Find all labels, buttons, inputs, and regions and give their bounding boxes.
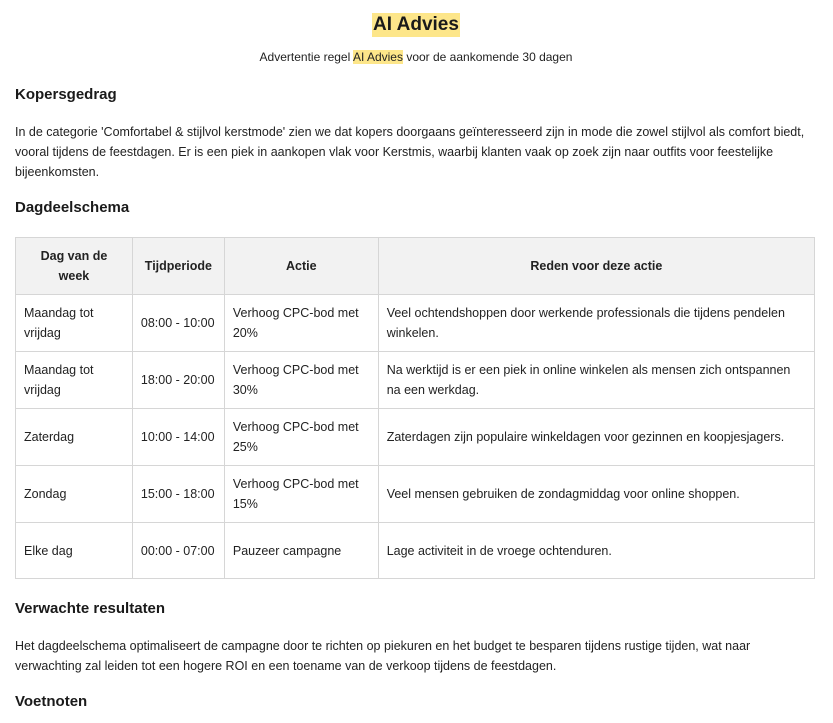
cell-reason: Veel mensen gebruiken de zondagmiddag voor online shoppen.: [378, 466, 814, 523]
paragraph-kopersgedrag: In de categorie 'Comfortabel & stijlvol kerstmode' zien we dat kopers doorgaans geïnteresseerd zijn in mode die zowel stijlvol als comfort biedt, vooral tijdens de feestdagen. Er is een piek in aankopen vlak voor Kerstmis, waarbij klanten vaak op zoek zijn naar outfits voor feestelijke bijeenkomsten.: [15, 125, 805, 179]
cell-day: Zaterdag: [16, 409, 133, 466]
column-header-reason: Reden voor deze actie: [378, 238, 814, 295]
cell-period: 18:00 - 20:00: [132, 352, 224, 409]
cell-reason: Zaterdagen zijn populaire winkeldagen voor gezinnen en koopjesjagers.: [378, 409, 814, 466]
cell-period: 15:00 - 18:00: [132, 466, 224, 523]
schedule-table: [15, 237, 815, 579]
heading-dagdeelschema: Dagdeelschema: [15, 199, 130, 216]
table-row: [16, 466, 815, 523]
heading-resultaten: Verwachte resultaten: [15, 600, 166, 617]
heading-voetnoten: Voetnoten: [15, 693, 88, 710]
cell-action: Pauzeer campagne: [224, 523, 378, 579]
cell-action: Verhoog CPC-bod met 15%: [224, 466, 378, 523]
column-header-period: Tijdperiode: [132, 238, 224, 295]
cell-reason: Na werktijd is er een piek in online winkelen als mensen zich ontspannen na een werkdag.: [378, 352, 814, 409]
table-row: [16, 295, 815, 352]
cell-reason: Veel ochtendshoppen door werkende professionals die tijdens pendelen winkelen.: [378, 295, 814, 352]
table-row: [16, 352, 815, 409]
page-subtitle: [15, 49, 817, 65]
cell-day: Maandag tot vrijdag: [16, 295, 133, 352]
title-wrap: [15, 0, 817, 41]
column-header-day: Dag van de week: [16, 238, 133, 295]
cell-period: 10:00 - 14:00: [132, 409, 224, 466]
column-header-action: Actie: [224, 238, 378, 295]
cell-action: Verhoog CPC-bod met 25%: [224, 409, 378, 466]
cell-reason: Lage activiteit in de vroege ochtenduren.: [378, 523, 814, 579]
cell-action: Verhoog CPC-bod met 20%: [224, 295, 378, 352]
cell-period: 00:00 - 07:00: [132, 523, 224, 579]
cell-day: Zondag: [16, 466, 133, 523]
cell-period: 08:00 - 10:00: [132, 295, 224, 352]
cell-day: Maandag tot vrijdag: [16, 352, 133, 409]
subtitle-prefix: Advertentie regel: [259, 50, 353, 64]
subtitle-highlight: AI Advies: [352, 50, 403, 64]
subtitle-suffix: voor de aankomende 30 dagen: [402, 50, 573, 64]
table-row: [16, 409, 815, 466]
heading-kopersgedrag: Kopersgedrag: [15, 86, 117, 103]
table-row: [16, 523, 815, 579]
paragraph-resultaten: Het dagdeelschema optimaliseert de campagne door te richten op piekuren en het budget te besparen tijdens rustige tijden, wat naar verwachting zal leiden tot een hogere ROI en een toename van de verkoop tijdens de feestdagen.: [15, 639, 751, 673]
cell-action: Verhoog CPC-bod met 30%: [224, 352, 378, 409]
table-header-row: [16, 238, 815, 295]
page-title: AI Advies: [373, 14, 459, 35]
cell-day: Elke dag: [16, 523, 133, 579]
